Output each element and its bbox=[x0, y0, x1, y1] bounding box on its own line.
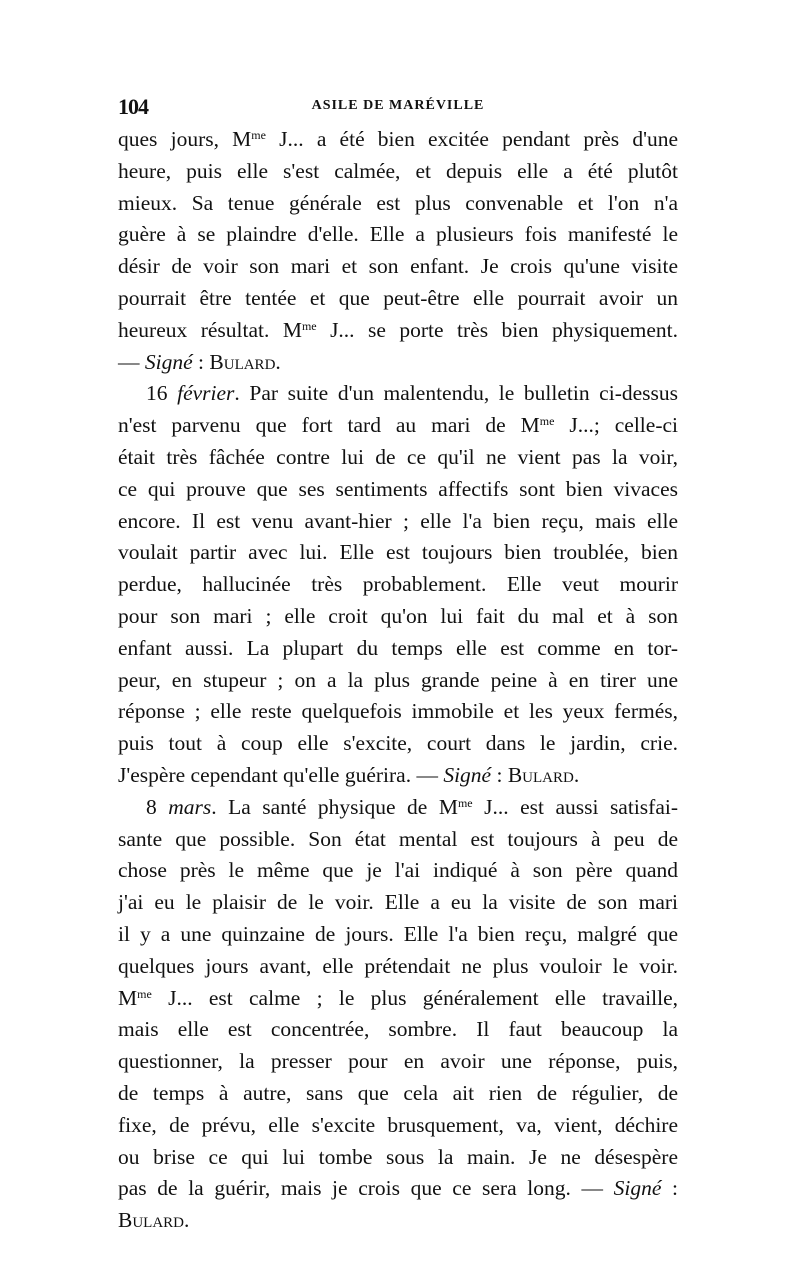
text-line: sante que possible. Son état mental est toujours à peu de bbox=[118, 826, 678, 851]
text-line: fixe, de prévu, elle s'excite brusquement, va, vient, déchire bbox=[118, 1112, 678, 1137]
text-line: perdue, hallucinée très probablement. Elle veut mourir bbox=[118, 572, 678, 597]
text-line: 16 février. Par suite d'un malentendu, le bulletin ci-dessus bbox=[146, 381, 678, 406]
text-line: réponse ; elle reste quelquefois immobile et les yeux fermés, bbox=[118, 699, 678, 724]
text-line: pas de la guérir, mais je crois que ce sera long. — Signé : bbox=[118, 1176, 678, 1201]
text-line: peur, en stupeur ; on a la plus grande peine à en tirer une bbox=[118, 667, 678, 692]
text-line: enfant aussi. La plupart du temps elle est comme en tor- bbox=[118, 635, 678, 660]
text-line: heure, puis elle s'est calmée, et depuis elle a été plutôt bbox=[118, 158, 678, 183]
text-line: puis tout à coup elle s'excite, court dans le jardin, crie. bbox=[118, 731, 678, 756]
text-line: chose près le même que je l'ai indiqué à son père quand bbox=[118, 858, 678, 883]
text-line: ou brise ce qui lui tombe sous la main. Je ne désespère bbox=[118, 1144, 678, 1169]
text-line: Bulard. bbox=[118, 1208, 190, 1233]
page-number: 104 bbox=[118, 94, 148, 119]
text-line: mieux. Sa tenue générale est plus convenable et l'on n'a bbox=[118, 190, 678, 215]
text-line: $M^{me}$ J... est calme ; le plus généralement elle travaille, bbox=[118, 985, 678, 1010]
text-line: mais elle est concentrée, sombre. Il faut beaucoup la bbox=[118, 1017, 678, 1042]
text-line: pour son mari ; elle croit qu'on lui fait du mal et à son bbox=[118, 603, 678, 628]
text-line: désir de voir son mari et son enfant. Je crois qu'une visite bbox=[118, 254, 678, 279]
text-line: de temps à autre, sans que cela ait rien de régulier, de bbox=[118, 1080, 678, 1105]
text-line: questionner, la presser pour en avoir une réponse, puis, bbox=[118, 1049, 678, 1074]
text-line: J'espère cependant qu'elle guérira. — Signé : Bulard. bbox=[118, 762, 580, 787]
text-line: 8 mars. La santé physique de $M^{me}$ J... est aussi satisfai- bbox=[146, 794, 678, 819]
body-text bbox=[118, 124, 678, 1237]
text-line: ques jours, $M^{me}$ J... a été bien excitée pendant près d'une bbox=[118, 127, 678, 151]
text-line: ce qui prouve que ses sentiments affectifs sont bien vivaces bbox=[118, 476, 678, 501]
text-line: j'ai eu le plaisir de le voir. Elle a eu la visite de son mari bbox=[118, 890, 678, 915]
text-line: n'est parvenu que fort tard au mari de $M^{me}$ J...; celle-ci bbox=[118, 413, 679, 438]
text-line: encore. Il est venu avant-hier ; elle l'a bien reçu, mais elle bbox=[118, 508, 678, 533]
text-line: quelques jours avant, elle prétendait ne plus vouloir le voir. bbox=[118, 953, 678, 978]
text-line: — Signé : Bulard. bbox=[118, 349, 281, 374]
text-line: voulait partir avec lui. Elle est toujours bien troublée, bien bbox=[118, 540, 678, 565]
text-line: heureux résultat. $M^{me}$ J... se porte très bien physiquement. bbox=[118, 317, 678, 342]
running-title: ASILE DE MARÉVILLE bbox=[311, 98, 485, 113]
text-line: était très fâchée contre lui de ce qu'il ne vient pas la voir, bbox=[118, 444, 678, 469]
text-line: il y a une quinzaine de jours. Elle l'a bien reçu, malgré que bbox=[118, 921, 678, 946]
text-line: pourrait être tentée et que peut-être elle pourrait avoir un bbox=[118, 285, 678, 310]
text-line: guère à se plaindre d'elle. Elle a plusieurs fois manifesté le bbox=[118, 222, 678, 247]
page-header bbox=[118, 94, 678, 120]
